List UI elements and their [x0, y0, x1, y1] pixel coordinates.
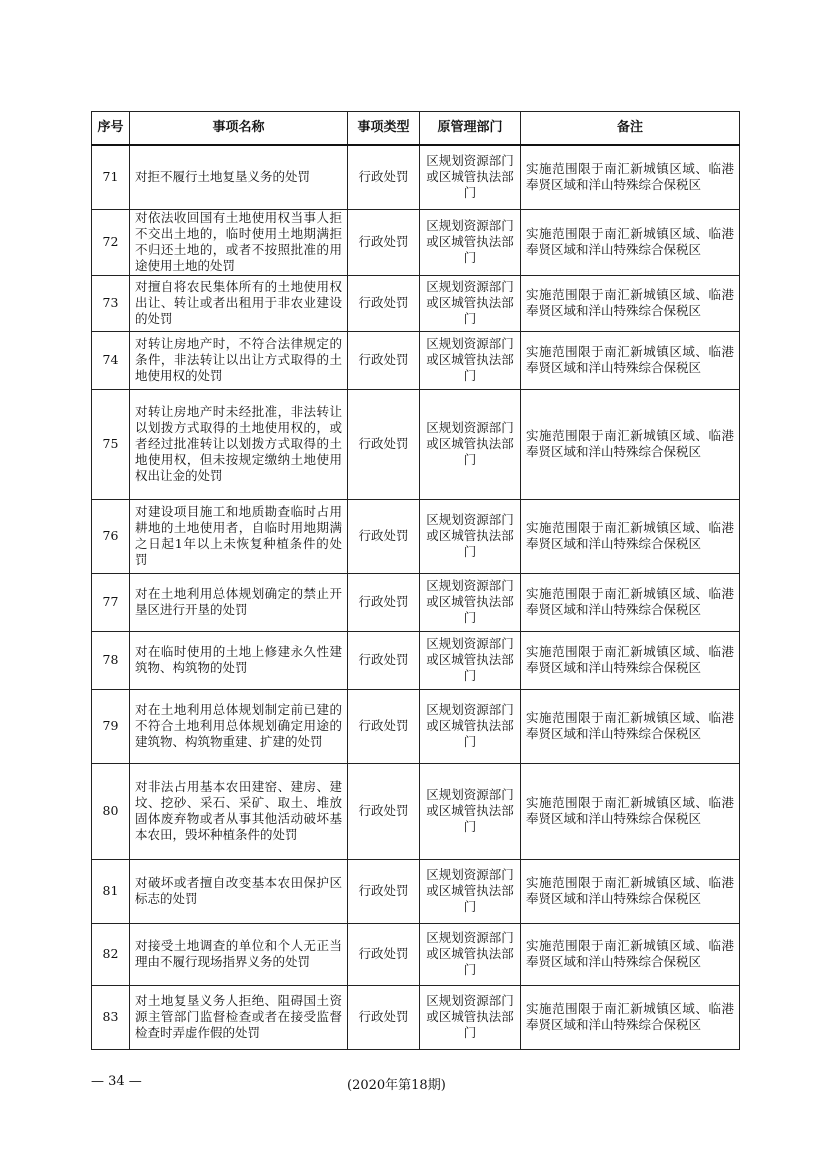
page-footer: [0, 1074, 827, 1094]
remarks: 实施范围限于南汇新城镇区域、临港奉贤区域和洋山特殊综合保税区: [521, 275, 740, 331]
table-row: [92, 631, 740, 689]
items-table: [91, 111, 740, 1050]
table-row: [92, 275, 740, 331]
original-dept: 区规划资源部门或区城管执法部门: [420, 631, 521, 689]
item-name: 对擅自将农民集体所有的土地使用权出让、转让或者出租用于非农业建设的处罚: [130, 275, 348, 331]
item-type: 行政处罚: [348, 331, 420, 389]
row-number: 71: [92, 145, 130, 209]
row-number: 79: [92, 689, 130, 763]
remarks: 实施范围限于南汇新城镇区域、临港奉贤区域和洋山特殊综合保税区: [521, 331, 740, 389]
original-dept: 区规划资源部门或区城管执法部门: [420, 985, 521, 1049]
table-row: [92, 763, 740, 859]
item-type: 行政处罚: [348, 859, 420, 923]
table-row: [92, 573, 740, 631]
row-number: 82: [92, 923, 130, 985]
item-name: 对建设项目施工和地质勘查临时占用耕地的土地使用者，自临时用地期满之日起1年以上未恢复种植条件的处罚: [130, 499, 348, 573]
header-remarks: 备注: [521, 112, 740, 146]
remarks: 实施范围限于南汇新城镇区域、临港奉贤区域和洋山特殊综合保税区: [521, 859, 740, 923]
table-row: [92, 985, 740, 1049]
item-name: 对转让房地产时，不符合法律规定的条件，非法转让以出让方式取得的土地使用权的处罚: [130, 331, 348, 389]
original-dept: 区规划资源部门或区城管执法部门: [420, 145, 521, 209]
item-type: 行政处罚: [348, 145, 420, 209]
header-original-dept: 原管理部门: [420, 112, 521, 146]
original-dept: 区规划资源部门或区城管执法部门: [420, 763, 521, 859]
original-dept: 区规划资源部门或区城管执法部门: [420, 389, 521, 499]
remarks: 实施范围限于南汇新城镇区域、临港奉贤区域和洋山特殊综合保税区: [521, 689, 740, 763]
table-row: [92, 209, 740, 275]
original-dept: 区规划资源部门或区城管执法部门: [420, 859, 521, 923]
item-type: 行政处罚: [348, 985, 420, 1049]
row-number: 74: [92, 331, 130, 389]
item-type: 行政处罚: [348, 763, 420, 859]
row-number: 78: [92, 631, 130, 689]
remarks: 实施范围限于南汇新城镇区域、临港奉贤区域和洋山特殊综合保税区: [521, 209, 740, 275]
page-number: — 34 —: [91, 1074, 142, 1089]
remarks: 实施范围限于南汇新城镇区域、临港奉贤区域和洋山特殊综合保税区: [521, 573, 740, 631]
row-number: 75: [92, 389, 130, 499]
item-type: 行政处罚: [348, 689, 420, 763]
remarks: 实施范围限于南汇新城镇区域、临港奉贤区域和洋山特殊综合保税区: [521, 389, 740, 499]
table-row: [92, 389, 740, 499]
table-row: [92, 499, 740, 573]
item-type: 行政处罚: [348, 275, 420, 331]
row-number: 83: [92, 985, 130, 1049]
table-body: [92, 145, 740, 1049]
original-dept: 区规划资源部门或区城管执法部门: [420, 689, 521, 763]
item-name: 对拒不履行土地复垦义务的处罚: [130, 145, 348, 209]
remarks: 实施范围限于南汇新城镇区域、临港奉贤区域和洋山特殊综合保税区: [521, 631, 740, 689]
item-name: 对接受土地调查的单位和个人无正当理由不履行现场指界义务的处罚: [130, 923, 348, 985]
item-name: 对依法收回国有土地使用权当事人拒不交出土地的，临时使用土地期满拒不归还土地的，或者不按照批准的用途使用土地的处罚: [130, 209, 348, 275]
remarks: 实施范围限于南汇新城镇区域、临港奉贤区域和洋山特殊综合保税区: [521, 499, 740, 573]
item-name: 对转让房地产时未经批准，非法转让以划拨方式取得的土地使用权的，或者经过批准转让以划拨方式取得的土地使用权，但未按规定缴纳土地使用权出让金的处罚: [130, 389, 348, 499]
item-name: 对非法占用基本农田建窑、建房、建坟、挖砂、采石、采矿、取土、堆放固体废弃物或者从事其他活动破坏基本农田，毁坏种植条件的处罚: [130, 763, 348, 859]
original-dept: 区规划资源部门或区城管执法部门: [420, 331, 521, 389]
item-type: 行政处罚: [348, 923, 420, 985]
issue-label: (2020年第18期): [347, 1078, 446, 1093]
original-dept: 区规划资源部门或区城管执法部门: [420, 209, 521, 275]
item-type: 行政处罚: [348, 209, 420, 275]
item-name: 对在临时使用的土地上修建永久性建筑物、构筑物的处罚: [130, 631, 348, 689]
original-dept: 区规划资源部门或区城管执法部门: [420, 923, 521, 985]
row-number: 73: [92, 275, 130, 331]
remarks: 实施范围限于南汇新城镇区域、临港奉贤区域和洋山特殊综合保税区: [521, 923, 740, 985]
item-type: 行政处罚: [348, 499, 420, 573]
remarks: 实施范围限于南汇新城镇区域、临港奉贤区域和洋山特殊综合保税区: [521, 145, 740, 209]
original-dept: 区规划资源部门或区城管执法部门: [420, 275, 521, 331]
table-row: [92, 689, 740, 763]
table-header-row: [92, 112, 740, 146]
table-row: [92, 145, 740, 209]
row-number: 76: [92, 499, 130, 573]
item-name: 对土地复垦义务人拒绝、阻碍国土资源主管部门监督检查或者在接受监督检查时弄虚作假的处罚: [130, 985, 348, 1049]
item-name: 对在土地利用总体规划制定前已建的不符合土地利用总体规划确定用途的建筑物、构筑物重建、扩建的处罚: [130, 689, 348, 763]
header-seq: 序号: [92, 112, 130, 146]
header-item-name: 事项名称: [130, 112, 348, 146]
original-dept: 区规划资源部门或区城管执法部门: [420, 499, 521, 573]
table-row: [92, 923, 740, 985]
item-type: 行政处罚: [348, 389, 420, 499]
item-name: 对破坏或者擅自改变基本农田保护区标志的处罚: [130, 859, 348, 923]
table-row: [92, 331, 740, 389]
row-number: 81: [92, 859, 130, 923]
original-dept: 区规划资源部门或区城管执法部门: [420, 573, 521, 631]
table-row: [92, 859, 740, 923]
remarks: 实施范围限于南汇新城镇区域、临港奉贤区域和洋山特殊综合保税区: [521, 763, 740, 859]
header-item-type: 事项类型: [348, 112, 420, 146]
row-number: 80: [92, 763, 130, 859]
row-number: 72: [92, 209, 130, 275]
item-type: 行政处罚: [348, 631, 420, 689]
item-type: 行政处罚: [348, 573, 420, 631]
remarks: 实施范围限于南汇新城镇区域、临港奉贤区域和洋山特殊综合保税区: [521, 985, 740, 1049]
row-number: 77: [92, 573, 130, 631]
item-name: 对在土地利用总体规划确定的禁止开垦区进行开垦的处罚: [130, 573, 348, 631]
